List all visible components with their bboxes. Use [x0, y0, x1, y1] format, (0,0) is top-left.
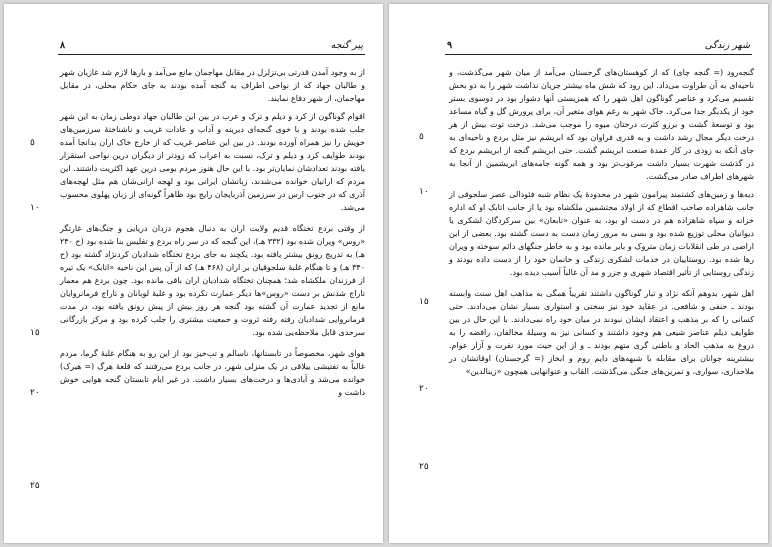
running-title: پیر گنجه: [330, 40, 363, 51]
paragraph: از به وجود آمدن قدرتی بی‌تزلزل در مقابل مهاجمان مانع می‌آمد و بارها لازم شد غازیان شهر و طالبان جهاد که از نواحی اطراف به گنجه آمده بودند به جای حکام محلی، در مقابل مهاجمان، از شهر دفاع نمایند.: [60, 68, 365, 103]
line-number: ٢٠: [30, 388, 40, 398]
paragraph: گنجه‌رود (= گنجه چای) که از کوهستان‌های گرجستان می‌آمد از میان شهر می‌گذشت، و ناحیه‌ای به آن طراوت می‌داد. این رود که شش ماه بیشتر جریان نداشت شهر را به دو بخش تقسیم می‌کرد و عناصر گوناگون اهل شهر را که همزیستی آنها دشوار بود در دوسوی بستر خود از یکدیگر جدا می‌کرد. خاک شهر به رغم هوای متغیر آن، برای پرورش گل و گیاه مساعد بود و توسعهٔ گشت و برزو کثرت درختان میوه را موجب می‌شد. درخت توت بیش از هر درخت دیگر مجال رشد داشت و به قدری فراوان بود که ابریشم نیز مثل بردع و ناحیه‌ای به جای آنکه به زودی در کار عمدهٔ صنعت ابریشم گشت. حتی ابریشم گنجه از ابریشم بردع که در گذشت شهرت بسیار داشت مرغوب‌تر بود و همه گونه جامه‌های ابریشمین از آنجا به شهرهای اطراف صادر می‌گشت.: [449, 68, 754, 181]
page-body: [60, 66, 365, 404]
line-number: ٥: [419, 132, 424, 142]
line-number: ٢٠: [419, 384, 429, 394]
line-number: ٢٥: [30, 481, 40, 491]
line-number: ٢٥: [419, 462, 429, 472]
page-number: ٩: [447, 40, 453, 51]
right-page: [389, 4, 768, 543]
page-header: [445, 40, 752, 55]
line-number: ١٠: [419, 187, 429, 197]
page-header: [58, 40, 365, 55]
line-number: ١٥: [30, 328, 40, 338]
left-page: [4, 4, 383, 543]
line-number: ١٠: [30, 203, 40, 213]
paragraph: دیه‌ها و زمین‌های کشتمند پیرامون شهر در محدودهٔ یک نظام شبه فئودالی عصر سلجوقی از جانب شاهزاده صاحب اقطاع که از اولاد محتشمین ملکشاه بود یا از جانب اتابک او که اداره خزانه و سپاه شاهزاده هم در دست او بود، به عنوان «تابعان» بین سرکردگان لشکری یا دیوانیان محلی توزیع شده بود و بسی به مرور زمان دست به دست گشته بود. بعضی از این اراضی در طی انقلابات زمان متروک و بایر مانده بود و به خاطر جنگهای دائم سوخته و ویران رها شده بود. روستاییان در خدمات لشکری زندگی و خانمان خود را از دست داده بودند و زندگی روستایی از تأثیر اقتصاد شهری و جزر و مد آن غالباً آسیب دیده بود.: [449, 190, 754, 277]
paragraph: هوای شهر، مخصوصاً در تابستانها، ناسالم و تب‌خیز بود از این رو به هنگام غلبهٔ گرما، مردم غالباً به تفتیشی ییلاقی در یک منزلی شهر، در جانب بردع می‌رفتند که قلعهٔ هرگ (= هیرک) خوانده می‌شد و آبادی‌ها و درخت‌های بسیار داشت. در غیر ایام تابستان گنجه هوایی خوش داشت و: [60, 349, 365, 397]
paragraph: اقوام گوناگون از کرد و دیلم و ترک و عرب در بین این طالبان جهاد دوطی زمان به این شهر جلب شده بودند و با خوی گنجه‌ای دیرینه و آداب و عادات غریب و ناشناختهٔ سرزمین‌های خویش را نیز همراه آورده بودند. در بین این عناصر غریب که از خارج خاک اران بدانجا آمده بودند طوایف کرد و دیلم و ترک، نسبت به اعراب که زودتر از دیگران درین نواحی استقرار یافته بودند تعدادشان نمایان‌تر بود. با این حال هنوز مردم بومی درین عهد اکثریت داشتند. این مردم که ارانیان خوانده می‌شدند، زبانشان ایرانی بود و لهجه ارانی‌شان هم مثل لهجه‌های آذری که در جنوب ارس در سرزمین آذربایجان رایج بود ظاهراً گونه‌ای از زبان پهلوی محسوب می‌شد.: [60, 112, 365, 212]
line-number: ٥: [30, 138, 35, 148]
running-title: شهر زندگی: [704, 40, 750, 51]
line-number: ١٥: [419, 297, 429, 307]
page-number: ٨: [60, 40, 66, 51]
paragraph: اهل شهر، بدوهم آنکه نژاد و تبار گوناگون داشتند تقریباً همگی به مذاهب اهل سنت وابسته بودند ـ حنفی و شافعی. در عقاید خود نیز سختی و استواری بسیار نشان می‌دادند. حتی کسانی را که بر مذهب و اعتقاد ایشان نبودند در میان خود راه نمی‌دادند. با این حال در بین طوایف دیلم عناصر شیعی هم وجود داشتند و کسانی نیز به وسیلهٔ مخالفان، رافضه را به دروغ به مذهب الحاد و باطنی گری متهم بودند ـ و از این حیث مورد نفرت و آزار عوام. بیشترینه جوانان برای مقابله با شبهه‌های دایم روم و ابخاز (= گرجستان) اوقاتشان در ملاحداری، سواری، و تمرین‌های جنگی می‌گذشت. القاب و عنوانهایی همچون «زینالدین»: [449, 289, 754, 376]
page-body: [449, 66, 754, 383]
paragraph: از وقتی بردع تختگاه قدیم ولایت اران به دنبال هجوم دزدان دریایی و جنگ‌های غارتگر «روس» ویران شده بود (۳۳۲ هـ)، این گنجه که در سر راه بردع و تفلیس بنا شده بود (ح ۲۴۰ هـ) به تدریج رونق بیشتر یافته بود. یکچند به جای بردع تختگاه شدادیان کردنژاد گشته بود (ح ۳۴۰ هـ) و تا هنگام غلبهٔ سلجوقیان بر اران (۴۶۸ هـ) که از آن پس این ناحیه «اتابک» یک تیره از فرزندان ملکشاه شد؛ همچنان تختگاه شدادیان اران باقی مانده بود. چون بردع هم معمار تاراج شدنش بر دست «روس»ها دیگر عمارت نکرده بود و غلبهٔ لوبانان و تاراج فرمانروایان مانع از تجدید عمارت آن گشته بود گنجه هر روز بیش از پیش رونق یافته بود، در مدت فرمانروایی شدادیان رفته رفته ثروت و جمعیت بیشتری را جلب کرده بود و مرکز بازرگانی سرحدی قابل ملاحظه‌یی شده بود.: [60, 224, 365, 337]
